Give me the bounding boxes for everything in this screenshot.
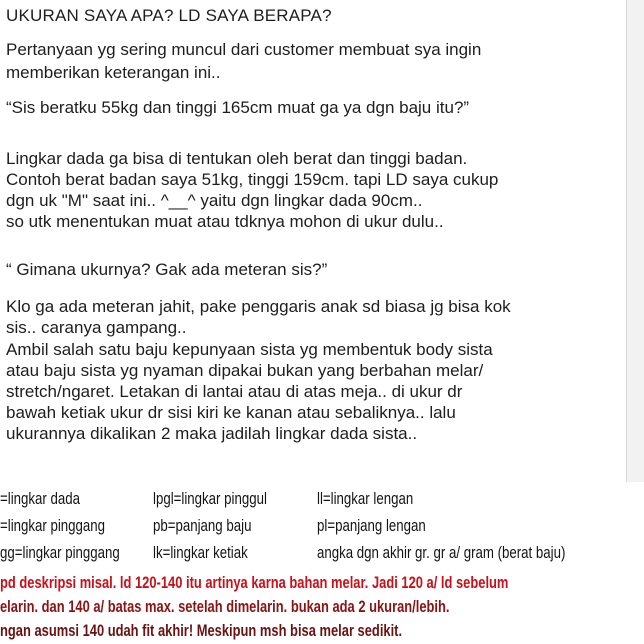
abbr-lp: =lingkar pinggang <box>0 516 106 535</box>
abbr-lpgg: gg=lingkar pinggang <box>0 543 120 562</box>
intro-line: Pertanyaan yg sering muncul dari customer membuat sya ingin <box>6 40 482 59</box>
answer-two-line: ukurannya dikalikan 2 maka jadilah lingkar dada sista.. <box>6 424 418 443</box>
question-two: “ Gimana ukurnya? Gak ada meteran sis?” <box>6 260 328 279</box>
answer-two-line: bawah ketiak ukur dr sisi kiri ke kanan atau sebaliknya.. lalu <box>6 403 456 422</box>
answer-two-line: Ambil salah satu baju kepunyaan sista yg membentuk body sista <box>6 340 493 359</box>
abbreviation-section <box>0 484 644 644</box>
note-line: elarin. dan 140 a/ batas max. setelah dimelarin. bukan ada 2 ukuran/lebih. <box>0 597 450 616</box>
abbr-pb: pb=panjang baju <box>153 516 252 535</box>
article-title: UKURAN SAYA APA? LD SAYA BERAPA? <box>6 6 332 25</box>
card-edge <box>626 0 644 482</box>
answer-one-line: dgn uk "M" saat ini.. ^__^ yaitu dgn lingkar dada 90cm.. <box>6 191 423 210</box>
note-line: ngan asumsi 140 udah fit akhir! Meskipun msh bisa melar sedikit. <box>0 621 403 640</box>
note-line: pd deskripsi misal. ld 120-140 itu artinya karna bahan melar. Jadi 120 a/ ld sebelum <box>0 573 509 592</box>
abbr-ll: ll=lingkar lengan <box>317 489 414 508</box>
answer-two-line: atau baju sista yg nyaman dipakai bukan yang berbahan melar/ <box>6 361 484 380</box>
question-one: “Sis beratku 55kg dan tinggi 165cm muat ga ya dgn baju itu?” <box>6 98 470 117</box>
abbr-ld: =lingkar dada <box>0 489 80 508</box>
answer-one-line: Contoh berat badan saya 51kg, tinggi 159cm. tapi LD saya cukup <box>6 170 499 189</box>
intro-line: memberikan keterangan ini.. <box>6 63 221 82</box>
answer-one-line: Lingkar dada ga bisa di tentukan oleh berat dan tinggi badan. <box>6 149 468 168</box>
abbr-lpgl: lpgl=lingkar pinggul <box>153 489 267 508</box>
abbr-pl: pl=panjang lengan <box>317 516 426 535</box>
answer-two-line: Klo ga ada meteran jahit, pake penggaris anak sd biasa jg bisa kok <box>6 297 511 316</box>
abbr-lk: lk=lingkar ketiak <box>153 543 248 562</box>
abbr-weight: angka dgn akhir gr. gr a/ gram (berat baju) <box>317 543 566 562</box>
answer-two-line: sis.. caranya gampang.. <box>6 318 187 337</box>
answer-one-line: so utk menentukan muat atau tdknya mohon di ukur dulu.. <box>6 212 444 231</box>
answer-two-line: stretch/ngaret. Letakan di lantai atau di atas meja.. di ukur dr <box>6 382 463 401</box>
